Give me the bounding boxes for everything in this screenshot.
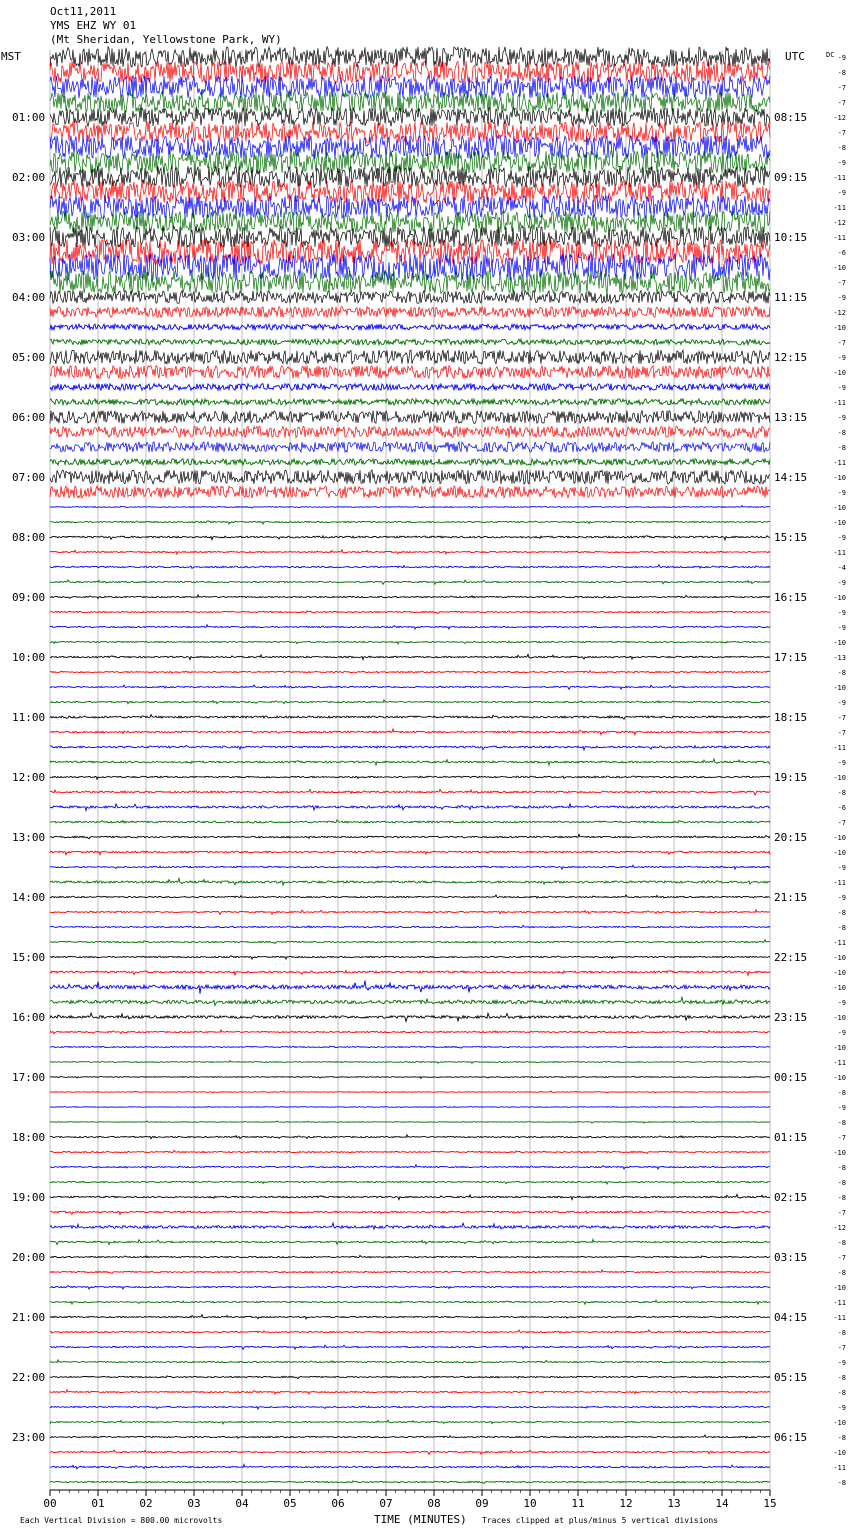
mst-hour-labels [12,111,45,1444]
dc-offset-label: -10 [833,639,846,647]
dc-offset-label: -11 [833,204,846,212]
dc-offset-label: -9 [837,579,846,587]
utc-hour-label: 02:15 [774,1191,808,1204]
mst-hour-label: 14:00 [12,891,46,904]
mst-hour-label: 08:00 [12,531,46,544]
dc-column-title: DC [826,51,835,59]
dc-offset-label: -7 [837,1209,846,1217]
dc-offset-label: -8 [837,1119,846,1127]
mst-hour-label: 12:00 [12,771,46,784]
utc-hour-label: 14:15 [774,471,808,484]
utc-hour-label: 00:15 [774,1071,808,1084]
dc-offset-label: -11 [833,234,846,242]
dc-offset-label: -10 [833,1074,846,1082]
station-code: YMS EHZ WY 01 [50,19,137,32]
dc-offset-label: -8 [837,1089,846,1097]
x-tick-label-07: 07 [379,1497,393,1510]
dc-offset-label: -6 [837,249,846,257]
dc-offset-label: -9 [837,354,846,362]
mst-hour-label: 22:00 [12,1371,46,1384]
dc-offset-label: -7 [837,714,846,722]
utc-hour-label: 15:15 [774,531,808,544]
x-axis-label: TIME (MINUTES) [374,1513,467,1526]
mst-hour-label: 10:00 [12,651,46,664]
dc-offset-label: -10 [833,264,846,272]
dc-offset-label: -7 [837,819,846,827]
mst-hour-label: 21:00 [12,1311,46,1324]
dc-offset-label: -9 [837,1404,846,1412]
dc-offset-label: -8 [837,1269,846,1277]
dc-offset-label: -10 [833,984,846,992]
dc-offset-label: -10 [833,594,846,602]
dc-offset-label: -8 [837,444,846,452]
utc-hour-label: 09:15 [774,171,808,184]
mst-hour-label: 02:00 [12,171,46,184]
dc-offset-label: -10 [833,849,846,857]
dc-offset-label: -9 [837,624,846,632]
dc-offset-label: -10 [833,1284,846,1292]
utc-hour-label: 08:15 [774,111,808,124]
utc-hour-label: 06:15 [774,1431,808,1444]
mst-hour-label: 04:00 [12,291,46,304]
mst-hour-label: 01:00 [12,111,46,124]
dc-offset-label: -7 [837,1344,846,1352]
dc-offset-label: -10 [833,1149,846,1157]
utc-hour-label: 19:15 [774,771,808,784]
dc-offset-label: -12 [833,219,846,227]
dc-offset-label: -4 [837,564,846,572]
x-tick-label-04: 04 [235,1497,249,1510]
plot-date: Oct11,2011 [50,5,117,18]
utc-hour-label: 05:15 [774,1371,808,1384]
dc-offset-label: -9 [837,1359,846,1367]
dc-offset-label: -9 [837,294,846,302]
utc-hour-label: 13:15 [774,411,808,424]
mst-axis-title: MST [1,50,21,63]
x-tick-label-15: 15 [763,1497,777,1510]
dc-offset-label: -9 [837,999,846,1007]
mst-hour-label: 06:00 [12,411,46,424]
plot-area [50,50,770,1490]
dc-offset-label: -9 [837,894,846,902]
x-tick-label-13: 13 [667,1497,681,1510]
dc-offset-label: -8 [837,1374,846,1382]
mst-hour-label: 20:00 [12,1251,46,1264]
dc-offset-labels [833,54,846,1487]
x-tick-label-02: 02 [139,1497,153,1510]
mst-hour-label: 16:00 [12,1011,46,1024]
dc-offset-label: -8 [837,1479,846,1487]
x-tick-label-01: 01 [91,1497,105,1510]
utc-hour-label: 21:15 [774,891,808,904]
dc-offset-label: -11 [833,879,846,887]
utc-hour-label: 04:15 [774,1311,808,1324]
dc-offset-label: -11 [833,174,846,182]
mst-hour-label: 15:00 [12,951,46,964]
time-axis [43,1490,776,1510]
dc-offset-label: -9 [837,489,846,497]
dc-offset-label: -9 [837,159,846,167]
dc-offset-label: -11 [833,1464,846,1472]
utc-hour-label: 11:15 [774,291,808,304]
dc-offset-label: -8 [837,1179,846,1187]
utc-hour-label: 12:15 [774,351,808,364]
dc-offset-label: -12 [833,1224,846,1232]
dc-offset-label: -10 [833,954,846,962]
dc-offset-label: -9 [837,759,846,767]
dc-offset-label: -10 [833,969,846,977]
utc-hour-label: 03:15 [774,1251,808,1264]
x-tick-label-14: 14 [715,1497,729,1510]
mst-hour-label: 03:00 [12,231,46,244]
dc-offset-label: -8 [837,909,846,917]
dc-offset-label: -8 [837,144,846,152]
dc-offset-label: -11 [833,549,846,557]
dc-offset-label: -7 [837,729,846,737]
dc-offset-label: -6 [837,804,846,812]
dc-offset-label: -8 [837,789,846,797]
utc-axis-title: UTC [785,50,805,63]
mst-hour-label: 11:00 [12,711,46,724]
x-tick-label-09: 09 [475,1497,489,1510]
x-tick-label-11: 11 [571,1497,585,1510]
dc-offset-label: -8 [837,1194,846,1202]
dc-offset-label: -12 [833,309,846,317]
dc-offset-label: -8 [837,1389,846,1397]
x-tick-label-10: 10 [523,1497,537,1510]
dc-offset-label: -8 [837,69,846,77]
dc-offset-label: -11 [833,744,846,752]
vertical-scale-note: Each Vertical Division = 800.00 microvolts [20,1516,223,1525]
dc-offset-label: -7 [837,99,846,107]
utc-hour-label: 18:15 [774,711,808,724]
mst-hour-label: 17:00 [12,1071,46,1084]
dc-offset-label: -9 [837,414,846,422]
x-tick-label-00: 00 [43,1497,57,1510]
mst-hour-label: 13:00 [12,831,46,844]
dc-offset-label: -9 [837,609,846,617]
dc-offset-label: -8 [837,1329,846,1337]
dc-offset-label: -7 [837,339,846,347]
utc-hour-label: 01:15 [774,1131,808,1144]
dc-offset-label: -9 [837,534,846,542]
dc-offset-label: -8 [837,669,846,677]
utc-hour-label: 17:15 [774,651,808,664]
dc-offset-label: -9 [837,1104,846,1112]
dc-offset-label: -9 [837,699,846,707]
dc-offset-label: -9 [837,864,846,872]
utc-hour-label: 10:15 [774,231,808,244]
dc-offset-label: -10 [833,684,846,692]
dc-offset-label: -8 [837,1434,846,1442]
dc-offset-label: -7 [837,129,846,137]
x-tick-label-08: 08 [427,1497,441,1510]
dc-offset-label: -9 [837,189,846,197]
mst-hour-label: 23:00 [12,1431,46,1444]
dc-offset-label: -7 [837,84,846,92]
dc-offset-label: -10 [833,1449,846,1457]
dc-offset-label: -10 [833,324,846,332]
dc-offset-label: -12 [833,114,846,122]
dc-offset-label: -8 [837,924,846,932]
dc-offset-label: -10 [833,474,846,482]
clip-note: Traces clipped at plus/minus 5 vertical divisions [482,1516,719,1525]
utc-hour-label: 23:15 [774,1011,808,1024]
dc-offset-label: -11 [833,1059,846,1067]
utc-hour-label: 22:15 [774,951,808,964]
dc-offset-label: -13 [833,654,846,662]
mst-hour-label: 09:00 [12,591,46,604]
dc-offset-label: -10 [833,1419,846,1427]
dc-offset-label: -10 [833,504,846,512]
station-location: (Mt Sheridan, Yellowstone Park, WY) [50,33,282,46]
dc-offset-label: -11 [833,399,846,407]
mst-hour-label: 18:00 [12,1131,46,1144]
utc-hour-label: 20:15 [774,831,808,844]
dc-offset-label: -10 [833,1044,846,1052]
dc-offset-label: -8 [837,1164,846,1172]
dc-offset-label: -10 [833,774,846,782]
dc-offset-label: -11 [833,459,846,467]
mst-hour-label: 05:00 [12,351,46,364]
x-tick-label-12: 12 [619,1497,633,1510]
dc-offset-label: -10 [833,519,846,527]
dc-offset-label: -11 [833,1314,846,1322]
utc-hour-label: 16:15 [774,591,808,604]
mst-hour-label: 19:00 [12,1191,46,1204]
x-tick-label-06: 06 [331,1497,345,1510]
dc-offset-label: -10 [833,369,846,377]
dc-offset-label: -8 [837,1239,846,1247]
dc-offset-label: -11 [833,1299,846,1307]
dc-offset-label: -11 [833,939,846,947]
dc-offset-label: -7 [837,279,846,287]
x-tick-label-05: 05 [283,1497,297,1510]
dc-offset-label: -7 [837,1254,846,1262]
dc-offset-label: -10 [833,834,846,842]
utc-hour-labels [774,111,807,1444]
dc-offset-label: -7 [837,1134,846,1142]
dc-offset-label: -9 [837,1029,846,1037]
dc-offset-label: -10 [833,1014,846,1022]
dc-offset-label: -9 [837,384,846,392]
dc-offset-label: -8 [837,429,846,437]
x-tick-label-03: 03 [187,1497,201,1510]
mst-hour-label: 07:00 [12,471,46,484]
dc-offset-label: -9 [837,54,846,62]
